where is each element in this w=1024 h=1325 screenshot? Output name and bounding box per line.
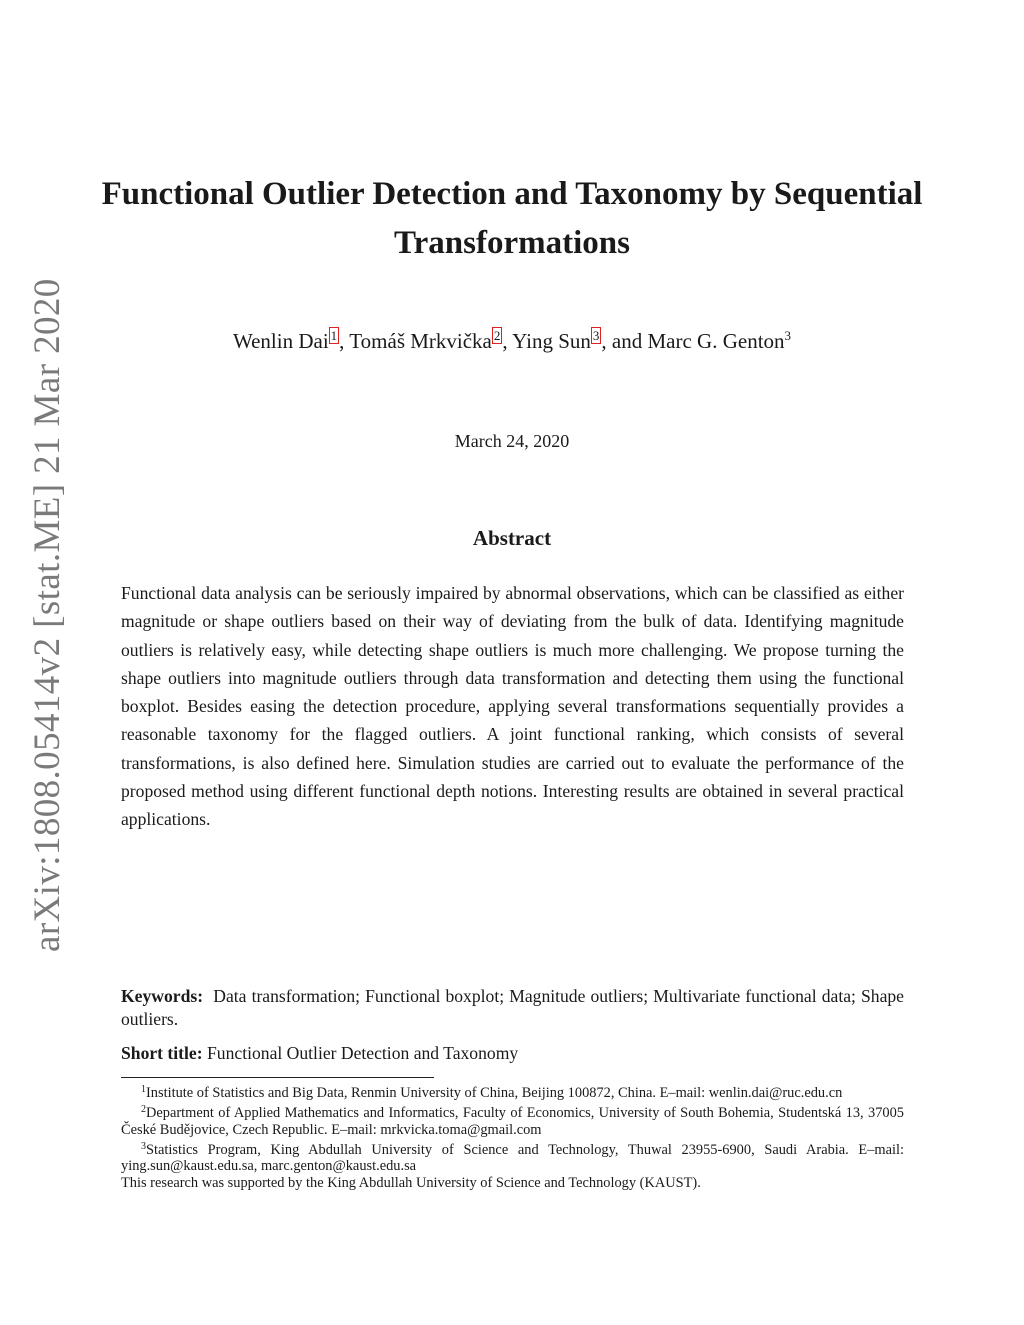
author-separator: ,: [339, 329, 350, 353]
footnote-link[interactable]: 2: [493, 328, 501, 343]
abstract-heading: Abstract: [472, 526, 552, 550]
author-name: Wenlin Dai: [232, 329, 329, 353]
keywords: [121, 985, 904, 1031]
footnote-mark: 3: [141, 1140, 146, 1152]
footnote-mark: 2: [141, 1104, 146, 1116]
footnote: $^1$Institute of Statistics and Big Data, Renmin University of China, Beijing 100872, China. E–mail: wenlin.dai@ruc.edu.cn: [141, 1084, 843, 1101]
footnote-mark: 3: [784, 328, 792, 343]
author-separator: ,: [502, 329, 513, 353]
footnote-link[interactable]: 3: [592, 328, 600, 343]
footnote: $^3$Statistics Program, King Abdullah University of Science and Technology, Thuwal 23955-6900, Saudi Arabia. E–mail: ying.sun@kaust.edu.sa, marc.genton@kaust.edu.sa: [121, 1140, 904, 1175]
short-title: [121, 1042, 904, 1065]
publication-date: March 24, 2020: [454, 431, 570, 451]
footnotes: [121, 1082, 904, 1193]
short-title-text: Functional Outlier Detection and Taxonomy: [207, 1043, 519, 1063]
abstract-text: Functional data analysis can be seriously impaired by abnormal observations, which can be classified as either magnitude or shape outliers based on their way of deviating from the bulk of data. Identifying magnitude outliers is relatively easy, while detecting shape outliers is much more challenging. We propose turning the shape outliers into magnitude outliers through data transformation and detecting them using the functional boxplot. Besides easing the detection procedure, applying several transformations sequentially provides a reasonable taxonomy for the flagged outliers. A joint functional ranking, which consists of several transformations, is also defined here. Simulation studies are carried out to evaluate the performance of the proposed method using different functional depth notions. Interesting results are obtained in several practical applications.: [121, 583, 904, 830]
arxiv-identifier: arXiv:1808.05414v2 [stat.ME] 21 Mar 2020: [27, 278, 68, 952]
author-name: Ying Sun: [512, 329, 591, 353]
author-separator: , and: [601, 329, 648, 353]
author-list: [0, 328, 1024, 354]
keywords-label: Keywords:: [121, 986, 204, 1006]
paper-title: Functional Outlier Detection and Taxonomy by Sequential Transformations: [101, 176, 923, 261]
author-name: Tomáš Mrkvička: [349, 329, 492, 353]
author-name: Marc G. Genton: [647, 329, 785, 353]
footnote-mark: 1: [141, 1084, 146, 1095]
funding-note: This research was supported by the King Abdullah University of Science and Technology (KAUST).: [121, 1175, 701, 1192]
footnote: $^2$Department of Applied Mathematics and Informatics, Faculty of Economics, University of South Bohemia, Studentská 13, 37005 České Budějovice, Czech Republic. E–mail: mrkvicka.toma@gmail.com: [121, 1104, 904, 1138]
footnote-divider: [121, 1077, 434, 1078]
short-title-label: Short title:: [121, 1043, 203, 1063]
keywords-text: Data transformation; Functional boxplot; Magnitude outliers; Multivariate functional data; Shape outliers.: [121, 986, 904, 1029]
footnote-link[interactable]: 1: [330, 328, 338, 343]
